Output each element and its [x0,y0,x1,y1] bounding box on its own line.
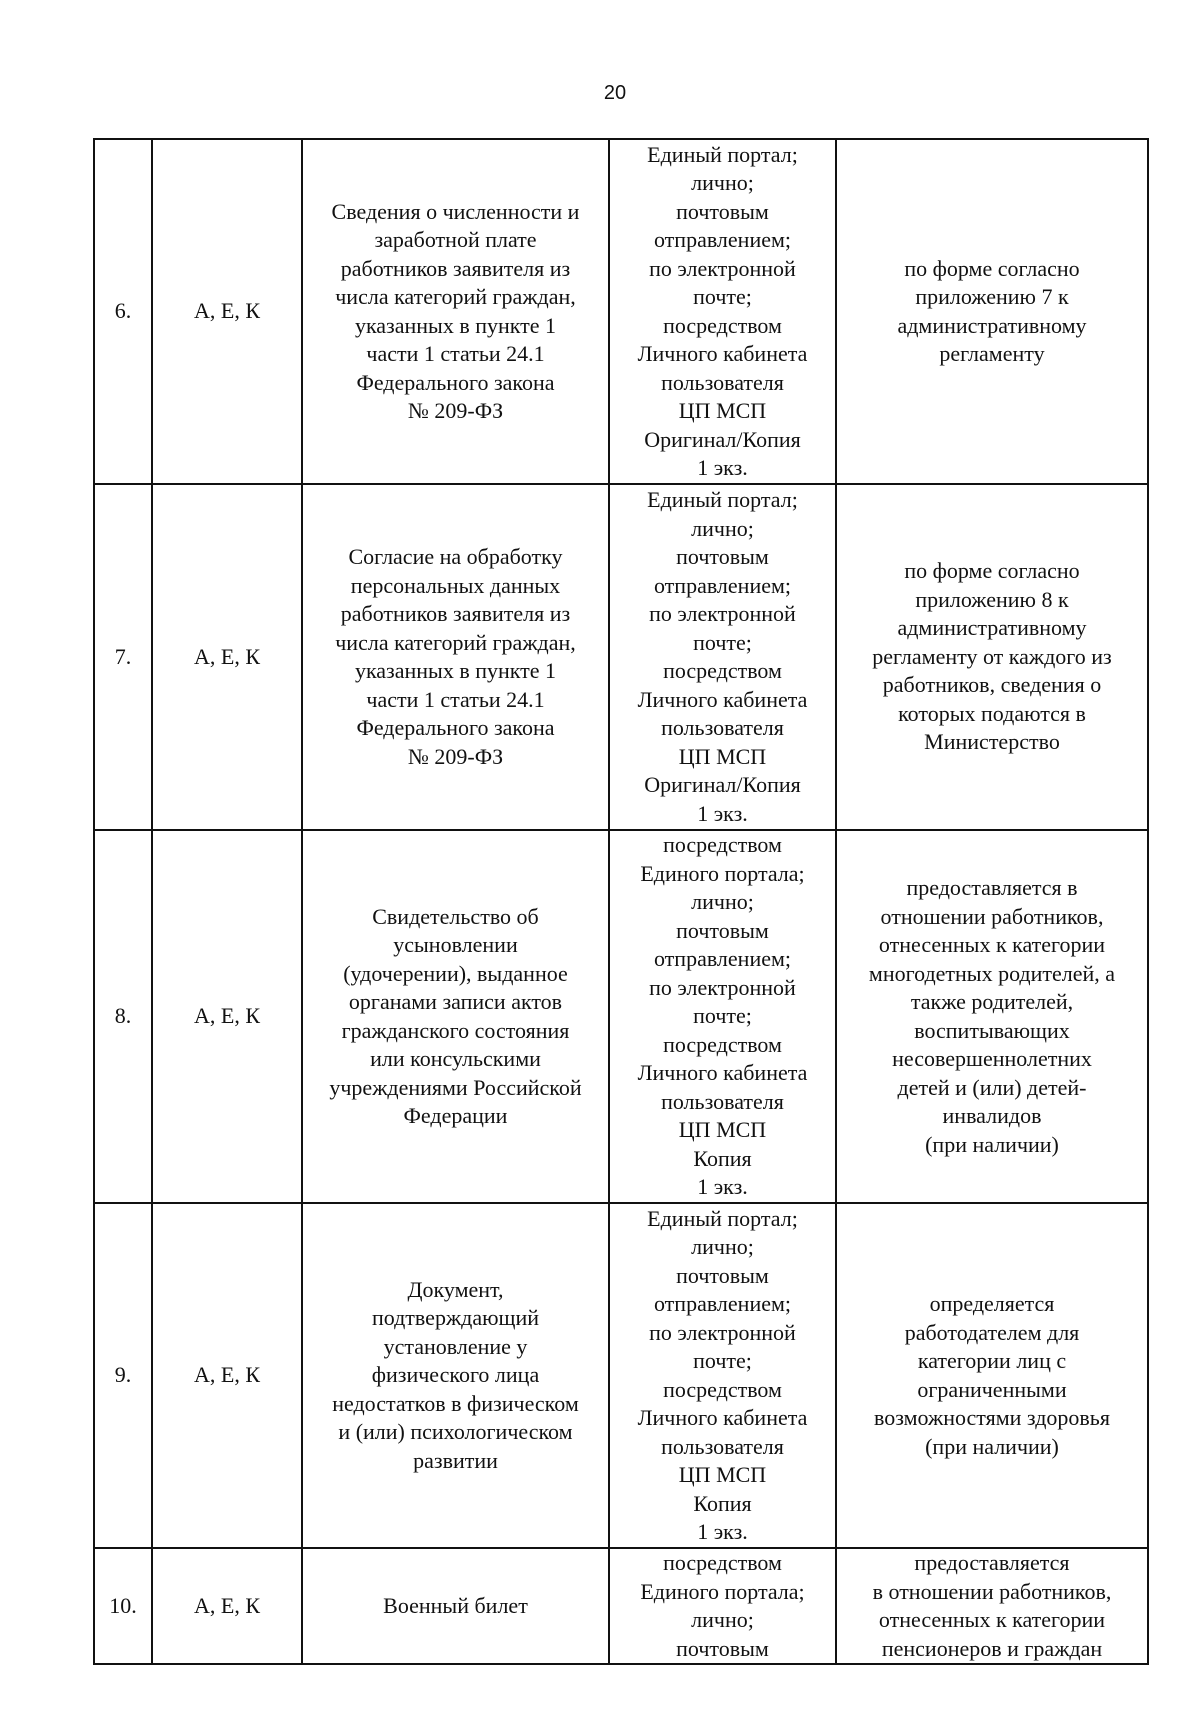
submission-method-line: пользователя [661,715,784,740]
submission-method-line: Оригинал/Копия [644,426,801,452]
document-name-line: Свидетельство об [372,903,539,929]
document-note-line: в отношении работников, [872,1578,1112,1604]
submission-method-lines [614,486,831,828]
submission-method-line: Личного кабинета [637,686,808,712]
document-note-line: работодателем для [904,1319,1080,1345]
submission-method-lines [614,831,831,1202]
submission-method-lines [614,1205,831,1547]
document-note [836,484,1148,830]
submission-method-line: Копия [693,1145,752,1171]
table-row [94,1548,1148,1664]
document-name [302,1548,609,1664]
submission-method-line: Единый портал; [647,141,798,167]
document-name-line: усыновлении [393,932,518,957]
submission-method-line: почтовым [676,917,769,943]
submission-method-line: по электронной [649,255,796,281]
document-note-line: (при наличии) [925,1131,1059,1157]
submission-method-line: почтовым [676,1262,769,1288]
document-note [836,139,1148,484]
submission-method-line: 1 экз. [697,800,748,826]
submission-method-line: посредством [663,1376,782,1402]
submission-method-line: Единый портал; [647,1205,798,1231]
document-note [836,1548,1148,1664]
document-name-line: указанных в пункте 1 [354,658,557,683]
applicant-categories: А, Е, К [152,830,302,1203]
document-name-line: № 209-ФЗ [407,398,504,423]
submission-method [609,484,836,830]
document-name-line: учреждениями Российской [329,1074,582,1100]
submission-method [609,1548,836,1664]
row-number: 9. [94,1203,152,1548]
table-row [94,139,1148,484]
submission-method-line: Оригинал/Копия [644,772,801,797]
document-note-line: категории лиц с [917,1348,1067,1373]
document-name [302,139,609,484]
document-note-line: регламенту [939,341,1045,366]
submission-method-line: 1 экз. [697,455,748,480]
submission-method [609,830,836,1203]
submission-method-line: 1 экз. [697,1519,748,1544]
document-note-lines [841,1549,1143,1663]
submission-method-line: почтовым [676,1635,769,1661]
submission-method-line: по электронной [649,601,796,626]
submission-method-line: посредством [663,1031,782,1057]
document-name-line: указанных в пункте 1 [354,312,557,338]
document-name-line: части 1 статьи 24.1 [366,686,545,712]
documents-table-body [94,139,1148,1664]
document-note-line: также родителей, [910,989,1074,1014]
submission-method-line: почте; [693,1348,752,1373]
submission-method-line: почтовым [676,544,769,569]
document-note-line: работников, сведения о [882,672,1102,698]
submission-method-line: пользователя [661,1433,784,1459]
submission-method-lines [614,1549,831,1663]
document-name-line: части 1 статьи 24.1 [366,341,545,366]
applicant-categories: А, Е, К [152,139,302,484]
submission-method-line: Единого портала; [640,860,805,886]
submission-method-line: по электронной [649,1319,796,1345]
submission-method-line: по электронной [649,974,796,1000]
document-name-line: органами записи актов [348,989,563,1014]
document-note-line: многодетных родителей, а [868,960,1116,986]
submission-method-line: пользователя [661,1088,784,1114]
submission-method-line: отправлением; [653,946,792,972]
document-name-line: (удочерении), выданное [343,960,568,986]
submission-method-line: почте; [693,284,752,309]
document-name-line: подтверждающий [371,1305,540,1331]
document-note-line: воспитывающих [914,1017,1070,1043]
submission-method-line: посредством [663,1550,782,1575]
submission-method [609,139,836,484]
document-name-line: Документ, [407,1276,504,1302]
document-name-lines [307,198,604,426]
submission-method-line: лично; [691,170,754,195]
document-name-line: Военный билет [383,1592,528,1618]
document-name-line: Федерального закона [356,369,555,395]
submission-method-line: пользователя [661,369,784,395]
submission-method-line: лично; [691,889,754,915]
document-note-line: ограниченными [917,1376,1067,1402]
document-name-line: Сведения о численности и [331,198,580,224]
document-name-line: физического лица [371,1362,540,1388]
document-note-line: которых подаются в [898,700,1086,726]
submission-method-line: отправлением; [653,1291,792,1316]
submission-method-line: почте; [693,629,752,655]
document-note-line: административному [897,615,1087,641]
document-name-line: заработной плате [374,227,537,252]
document-note-lines [841,874,1143,1159]
submission-method-line: посредством [663,312,782,338]
row-number: 8. [94,830,152,1203]
row-number: 6. [94,139,152,484]
document-name-line: работников заявителя из [340,255,571,281]
document-name-line: Федерального закона [356,715,555,740]
table-row [94,1203,1148,1548]
submission-method-line: ЦП МСП [678,1117,767,1143]
document-note-lines [841,1290,1143,1461]
table-row [94,484,1148,830]
document-name-line: гражданского состояния [341,1017,570,1043]
document-name-line: № 209-ФЗ [407,743,504,769]
document-note-line: отнесенных к категории [878,932,1106,957]
submission-method-line: ЦП МСП [678,398,767,423]
document-note-line: регламенту от каждого из [872,643,1112,669]
submission-method [609,1203,836,1548]
document-name-line: числа категорий граждан, [335,629,576,655]
document-note-line: несовершеннолетних [892,1046,1092,1071]
document-note-line: предоставляется в [906,875,1078,900]
document-name-line: развитии [413,1447,498,1473]
document-name [302,484,609,830]
applicant-categories: А, Е, К [152,484,302,830]
submission-method-line: Личного кабинета [637,1060,808,1086]
document-note-line: определяется [929,1291,1055,1316]
submission-method-line: ЦП МСП [678,743,767,769]
submission-method-line: Единый портал; [647,487,798,512]
submission-method-line: лично; [691,1234,754,1259]
document-note-line: (при наличии) [925,1433,1059,1459]
submission-method-line: Единого портала; [640,1578,805,1604]
submission-method-line: Копия [693,1490,752,1516]
document-name-line: Согласие на обработку [348,544,563,569]
document-name [302,830,609,1203]
document-note-line: детей и (или) детей- [897,1074,1087,1100]
submission-method-line: лично; [691,515,754,541]
document-note-line: предоставляется [914,1550,1070,1575]
row-number: 7. [94,484,152,830]
document-name-lines [307,1592,604,1621]
document-name-lines [307,1276,604,1476]
submission-method-line: Личного кабинета [637,341,808,366]
document-note-line: приложению 7 к [915,284,1069,309]
submission-method-line: ЦП МСП [678,1462,767,1487]
submission-method-line: почтовым [676,198,769,224]
document-name-line: установление у [383,1333,528,1359]
document-note [836,830,1148,1203]
document-note-lines [841,557,1143,757]
submission-method-line: посредством [663,832,782,858]
document-note [836,1203,1148,1548]
submission-method-line: отправлением; [653,572,792,598]
document-name-line: числа категорий граждан, [335,284,576,309]
submission-method-line: лично; [691,1607,754,1632]
document-note-line: Министерство [924,729,1060,755]
document-note-line: административному [897,312,1087,338]
document-note-lines [841,255,1143,369]
document-name-line: работников заявителя из [340,601,571,626]
document-name [302,1203,609,1548]
document-name-lines [307,903,604,1131]
row-number: 10. [94,1548,152,1664]
submission-method-line: почте; [693,1003,752,1029]
document-name-line: Федерации [403,1103,508,1128]
document-name-line: недостатков в физическом [332,1390,579,1416]
table-row [94,830,1148,1203]
applicant-categories: А, Е, К [152,1548,302,1664]
document-note-line: возможностями здоровья [874,1405,1110,1430]
document-note-line: по форме согласно [904,558,1080,584]
document-name-line: и (или) психологическом [338,1419,573,1445]
submission-method-line: посредством [663,658,782,683]
applicant-categories: А, Е, К [152,1203,302,1548]
document-note-line: по форме согласно [904,255,1080,281]
submission-method-lines [614,141,831,483]
document-name-line: персональных данных [350,572,561,598]
document-name-line: или консульскими [370,1046,541,1071]
documents-table [93,138,1149,1665]
submission-method-line: Личного кабинета [637,1405,808,1430]
submission-method-line: 1 экз. [697,1174,748,1200]
document-note-line: отношении работников, [880,903,1104,929]
document-note-line: приложению 8 к [915,586,1069,612]
document-note-line: отнесенных к категории [878,1607,1106,1632]
document-note-line: инвалидов [942,1103,1042,1128]
document-note-line: пенсионеров и граждан [881,1635,1103,1661]
document-name-lines [307,543,604,771]
submission-method-line: отправлением; [653,227,792,252]
page-number: 20 [603,82,627,104]
